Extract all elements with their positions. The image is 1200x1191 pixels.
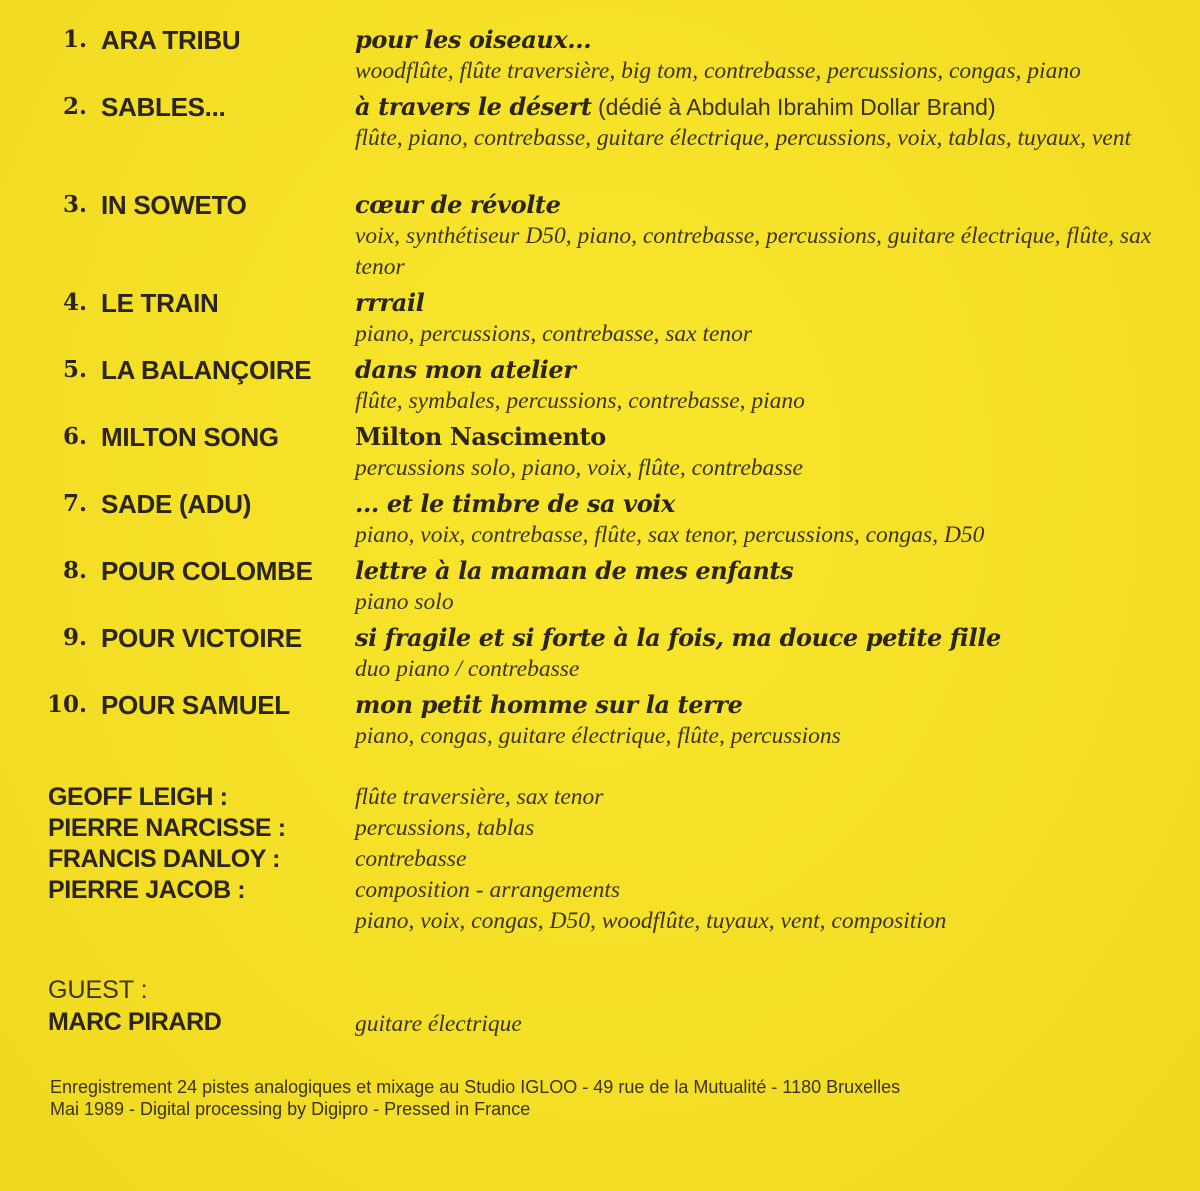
musician-row	[0, 782, 1200, 813]
track-item	[0, 488, 1200, 555]
track-subtitle	[355, 24, 591, 56]
track-item	[0, 354, 1200, 421]
track-subtitle	[355, 555, 793, 587]
track-instruments: piano, congas, guitare électrique, flûte, percussions	[355, 723, 841, 749]
musician-role: percussions, tablas	[355, 815, 535, 841]
musician-role: contrebasse	[355, 846, 467, 872]
track-subtitle	[355, 622, 1001, 654]
track-subtitle-text: à travers le désert	[355, 92, 592, 121]
musician-name: PIERRE JACOB :	[48, 876, 246, 904]
musician-name: GEOFF LEIGH :	[48, 783, 228, 811]
musician-name: PIERRE NARCISSE :	[48, 814, 286, 842]
track-instruments: flûte, piano, contrebasse, guitare électrique, percussions, voix, tablas, tuyaux, vent	[355, 125, 1131, 151]
track-item	[0, 689, 1200, 756]
track-instruments: piano, voix, contrebasse, flûte, sax tenor, percussions, congas, D50	[355, 522, 985, 548]
track-item	[0, 622, 1200, 689]
production-line: Mai 1989 - Digital processing by Digipro - Pressed in France	[50, 1099, 531, 1119]
musician-role: composition - arrangements	[355, 877, 621, 903]
track-number: 10.	[46, 691, 87, 718]
musician-row	[0, 844, 1200, 875]
musician-row	[0, 875, 1200, 906]
track-number: 7.	[62, 490, 87, 517]
track-subtitle	[355, 287, 424, 319]
track-instruments: piano, percussions, contrebasse, sax tenor	[355, 321, 753, 347]
guest-name: MARC PIRARD	[48, 1008, 222, 1036]
track-instruments: flûte, symbales, percussions, contrebasse, piano	[355, 388, 805, 414]
track-subtitle-text: cœur de révolte	[355, 190, 561, 219]
track-number: 5.	[62, 356, 87, 383]
track-list	[0, 24, 1200, 756]
track-name: POUR SAMUEL	[101, 690, 290, 720]
track-subtitle	[355, 689, 742, 721]
track-name: IN SOWETO	[101, 190, 247, 220]
track-subtitle	[355, 91, 996, 123]
track-instruments: piano solo	[355, 589, 454, 615]
track-instruments: duo piano / contrebasse	[355, 656, 580, 682]
guest-role: guitare électrique	[355, 1011, 522, 1037]
track-name: LA BALANÇOIRE	[101, 355, 312, 385]
track-subtitle-text: si fragile et si forte à la fois, ma douce petite fille	[355, 623, 1001, 652]
track-item	[0, 189, 1200, 287]
recording-line: Enregistrement 24 pistes analogiques et mixage au Studio IGLOO - 49 rue de la Mutualité - 1180 Bruxelles	[50, 1077, 901, 1097]
track-instruments: voix, synthétiseur D50, piano, contrebasse, percussions, guitare électrique, flûte, sax tenor	[355, 223, 1152, 280]
track-name: SABLES...	[101, 92, 226, 122]
track-instruments: percussions solo, piano, voix, flûte, contrebasse	[355, 455, 803, 481]
musician-row	[0, 906, 1200, 937]
track-subtitle-text: mon petit homme sur la terre	[355, 690, 743, 719]
track-subtitle	[355, 421, 606, 453]
track-item	[0, 24, 1200, 91]
recording-credits	[50, 1076, 1150, 1120]
track-subtitle-text: dans mon atelier	[355, 355, 576, 384]
track-subtitle	[355, 488, 675, 520]
track-number: 1.	[62, 26, 87, 53]
track-number: 4.	[62, 289, 87, 316]
track-name: SADE (ADU)	[101, 489, 252, 519]
track-dedication: (dédié à Abdulah Ibrahim Dollar Brand)	[591, 94, 996, 120]
track-item	[0, 555, 1200, 622]
track-subtitle-text: ... et le timbre de sa voix	[355, 489, 675, 518]
track-number: 9.	[62, 624, 87, 651]
musician-row	[0, 813, 1200, 844]
track-name: LE TRAIN	[101, 288, 219, 318]
musician-role: piano, voix, congas, D50, woodflûte, tuyaux, vent, composition	[355, 908, 947, 934]
track-subtitle-text: pour les oiseaux...	[355, 25, 592, 54]
track-subtitle-text: rrrail	[355, 288, 425, 317]
musician-name: FRANCIS DANLOY :	[48, 845, 281, 873]
track-number: 2.	[62, 93, 87, 120]
track-item	[0, 91, 1200, 189]
track-subtitle	[355, 189, 560, 221]
track-name: MILTON SONG	[101, 422, 279, 452]
track-item	[0, 421, 1200, 488]
musician-credits	[0, 782, 1200, 937]
track-name: POUR COLOMBE	[101, 556, 313, 586]
track-name: POUR VICTOIRE	[101, 623, 302, 653]
musician-role: flûte traversière, sax tenor	[355, 784, 604, 810]
track-item	[0, 287, 1200, 354]
track-number: 8.	[62, 557, 87, 584]
track-subtitle	[355, 354, 576, 386]
track-instruments: woodflûte, flûte traversière, big tom, contrebasse, percussions, congas, piano	[355, 58, 1081, 84]
track-subtitle-text: lettre à la maman de mes enfants	[355, 556, 794, 585]
track-subtitle-text: Milton Nascimento	[355, 422, 606, 451]
track-number: 6.	[62, 423, 87, 450]
track-number: 3.	[62, 191, 87, 218]
track-name: ARA TRIBU	[101, 25, 241, 55]
guest-label: GUEST :	[48, 976, 148, 1004]
